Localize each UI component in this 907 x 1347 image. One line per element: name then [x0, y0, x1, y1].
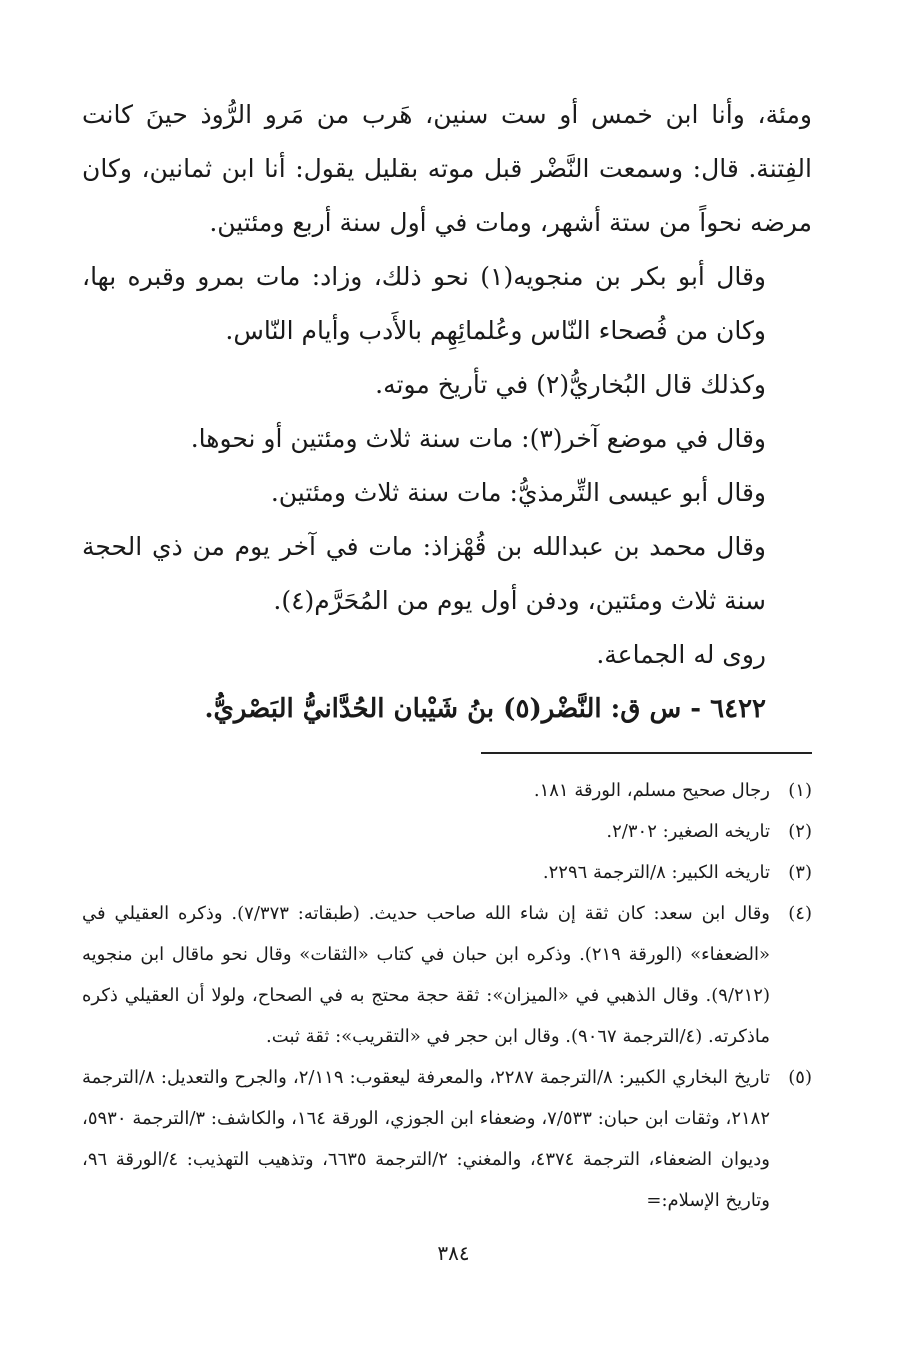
- footnote-number: (٥): [788, 1067, 812, 1088]
- paragraph: وكذلك قال البُخاريُّ(٢) في تأريخ موته.: [375, 370, 766, 399]
- footnote: [82, 893, 812, 1057]
- paragraph: وقال محمد بن عبدالله بن قُهْزاذ: مات في آخر يوم من ذي الحجة سنة ثلاث ومئتين، ودفن أول يوم من المُحَرَّم(٤).: [82, 532, 766, 615]
- paragraph: وقال في موضع آخر(٣): مات سنة ثلاث ومئتين أو نحوها.: [190, 424, 766, 453]
- footnote-number: (٣): [788, 862, 812, 883]
- paragraph: روى له الجماعة.: [596, 640, 766, 669]
- footnote-text: تاريخه الصغير: ٢/٣٠٢.: [606, 821, 770, 842]
- footnote: [82, 852, 812, 893]
- paragraph: وقال أبو عيسى التِّرمذيُّ: مات سنة ثلاث ومئتين.: [270, 478, 766, 507]
- page-number: ٣٨٤: [437, 1241, 470, 1265]
- footnotes: [82, 770, 812, 1221]
- footnote-text: وقال ابن سعد: كان ثقة إن شاء الله صاحب حديث. (طبقاته: ٧/٣٧٣). وذكره العقيلي في «الضعفاء» (الورقة ٢١٩). وذكره ابن حبان في كتاب «الثقات» وقال نحو ماقال ابن منجويه (٩/٢١٢). وقال الذهبي في «الميزان»: ثقة حجة محتج به في الصحاح، ولولا أن العقيلي ذكره ماذكرته. (٤/الترجمة ٩٠٦٧). وقال ابن حجر في «التقريب»: ثقة ثبت.: [82, 903, 770, 1047]
- footnote: [82, 811, 812, 852]
- footnote: [82, 770, 812, 811]
- paragraph: وقال أبو بكر بن منجويه(١) نحو ذلك، وزاد: مات بمرو وقبره بها، وكان من فُصحاء النّاس وعُلمائِهِم بالأَدب وأيام النّاس.: [82, 262, 766, 345]
- footnote-divider: [481, 752, 812, 754]
- footnote-number: (١): [788, 780, 812, 801]
- footnote-text: رجال صحيح مسلم، الورقة ١٨١.: [533, 780, 770, 801]
- footnote-number: (٤): [788, 903, 812, 924]
- paragraph: ومئة، وأنا ابن خمس أو ست سنين، هَرب من مَرو الرُّوذ حينَ كانت الفِتنة. قال: وسمعت النَّضْر قبل موته بقليل يقول: أنا ابن ثمانين، وكان مرضه نحواً من ستة أشهر، ومات في أول سنة أربع ومئتين.: [82, 100, 812, 237]
- entry-heading: ٦٤٢٢ - س ق: النَّضْر(٥) بنُ شَيْبان الحُدَّانيُّ البَصْريُّ.: [204, 694, 766, 724]
- footnote-text: تاريخ البخاري الكبير: ٨/الترجمة ٢٢٨٧، والمعرفة ليعقوب: ٢/١١٩، والجرح والتعديل: ٨/الترجمة ٢١٨٢، وثقات ابن حبان: ٧/٥٣٣، وضعفاء ابن الجوزي، الورقة ١٦٤، والكاشف: ٣/الترجمة ٥٩٣٠، وديوان الضعفاء، الترجمة ٤٣٧٤، والمغني: ٢/الترجمة ٦٦٣٥، وتذهيب التهذيب: ٤/الورقة ٩٦، وتاريخ الإسلام:=: [82, 1067, 770, 1211]
- footnote-number: (٢): [788, 821, 812, 842]
- footnote: [82, 1057, 812, 1221]
- main-text: [82, 88, 812, 736]
- footnote-text: تاريخه الكبير: ٨/الترجمة ٢٢٩٦.: [542, 862, 770, 883]
